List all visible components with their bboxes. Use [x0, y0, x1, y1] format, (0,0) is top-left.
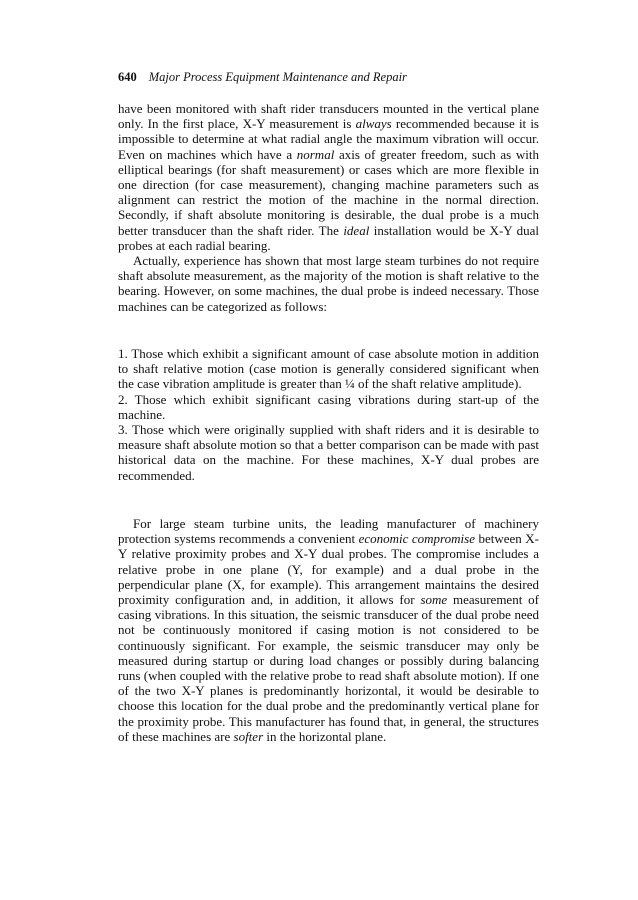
- emphasis-always: always: [355, 116, 392, 132]
- page-number: 640: [118, 70, 137, 84]
- emphasis-ideal: ideal: [343, 222, 370, 238]
- body-text-top: [118, 101, 539, 314]
- list-item-3: 3. Those which were originally supplied with shaft riders and it is desirable to measure shaft absolute motion so that a better comparison can be made with past historical data on the machine. For these machines, X-Y dual probes are recommended.: [118, 422, 539, 483]
- paragraph-actually: Actually, experience has shown that most large steam turbines do not require shaft absolute measurement, as the majority of the motion is shaft relative to the bearing. However, on some machines, the dual probe is indeed necessary. Those machines can be categorized as follows:: [118, 253, 539, 314]
- list-item-2: 2. Those which exhibit significant casing vibrations during start-up of the machine.: [118, 391, 539, 422]
- running-header: [118, 70, 538, 85]
- emphasis-normal: normal: [296, 146, 335, 162]
- emphasis-softer: softer: [233, 728, 264, 744]
- paragraph-steam-turbine: For large steam turbine units, the leading manufacturer of machinery protection systems recommends a convenient economic compromise between X-Y relative proximity probes and X-Y dual probes. The compromise includes a relative probe in one plane (Y, for example) and a dual probe in the perpendicular plane (X, for example). This arrangement maintains the desired proximity configuration and, in addition, it allows for some measurement of casing vibrations. In this situation, the seismic transducer of the dual probe need not be continuously monitored if casing motion is not considered to be continuously significant. For example, the seismic transducer may only be measured during startup or during load changes or possibly during balancing runs (when coupled with the relative probe to read shaft absolute motion). If one of the two X-Y planes is predominantly horizontal, it would be desirable to choose this location for the dual probe and the predominantly vertical plane for the proximity probe. This manufacturer has found that, in general, the structures of these machines are softer in the horizontal plane.: [118, 516, 539, 744]
- list-item-1: 1. Those which exhibit a significant amount of case absolute motion in addition to shaft relative motion (case motion is generally considered significant when the case vibration amplitude is greater than ¼ of the shaft relative amplitude).: [118, 346, 539, 392]
- body-text-bottom: [118, 516, 539, 744]
- emphasis-some: some: [420, 592, 448, 608]
- numbered-list: [118, 346, 539, 483]
- running-title: Major Process Equipment Maintenance and Repair: [148, 70, 407, 84]
- emphasis-economic-compromise: economic compromise: [358, 531, 475, 547]
- paragraph-continuation: have been monitored with shaft rider transducers mounted in the vertical plane only. In the first place, X-Y measurement is always recommended because it is impossible to determine at what radial angle the maximum vibration will occur. Even on machines which have a normal axis of greater freedom, such as with elliptical bearings (for shaft measurement) or cases which are more flexible in one direction (for case measurement), changing machine parameters such as alignment can restrict the motion of the machine in the normal direction. Secondly, if shaft absolute monitoring is desirable, the dual probe is a much better transducer than the shaft rider. The ideal installation would be X-Y dual probes at each radial bearing.: [118, 101, 539, 253]
